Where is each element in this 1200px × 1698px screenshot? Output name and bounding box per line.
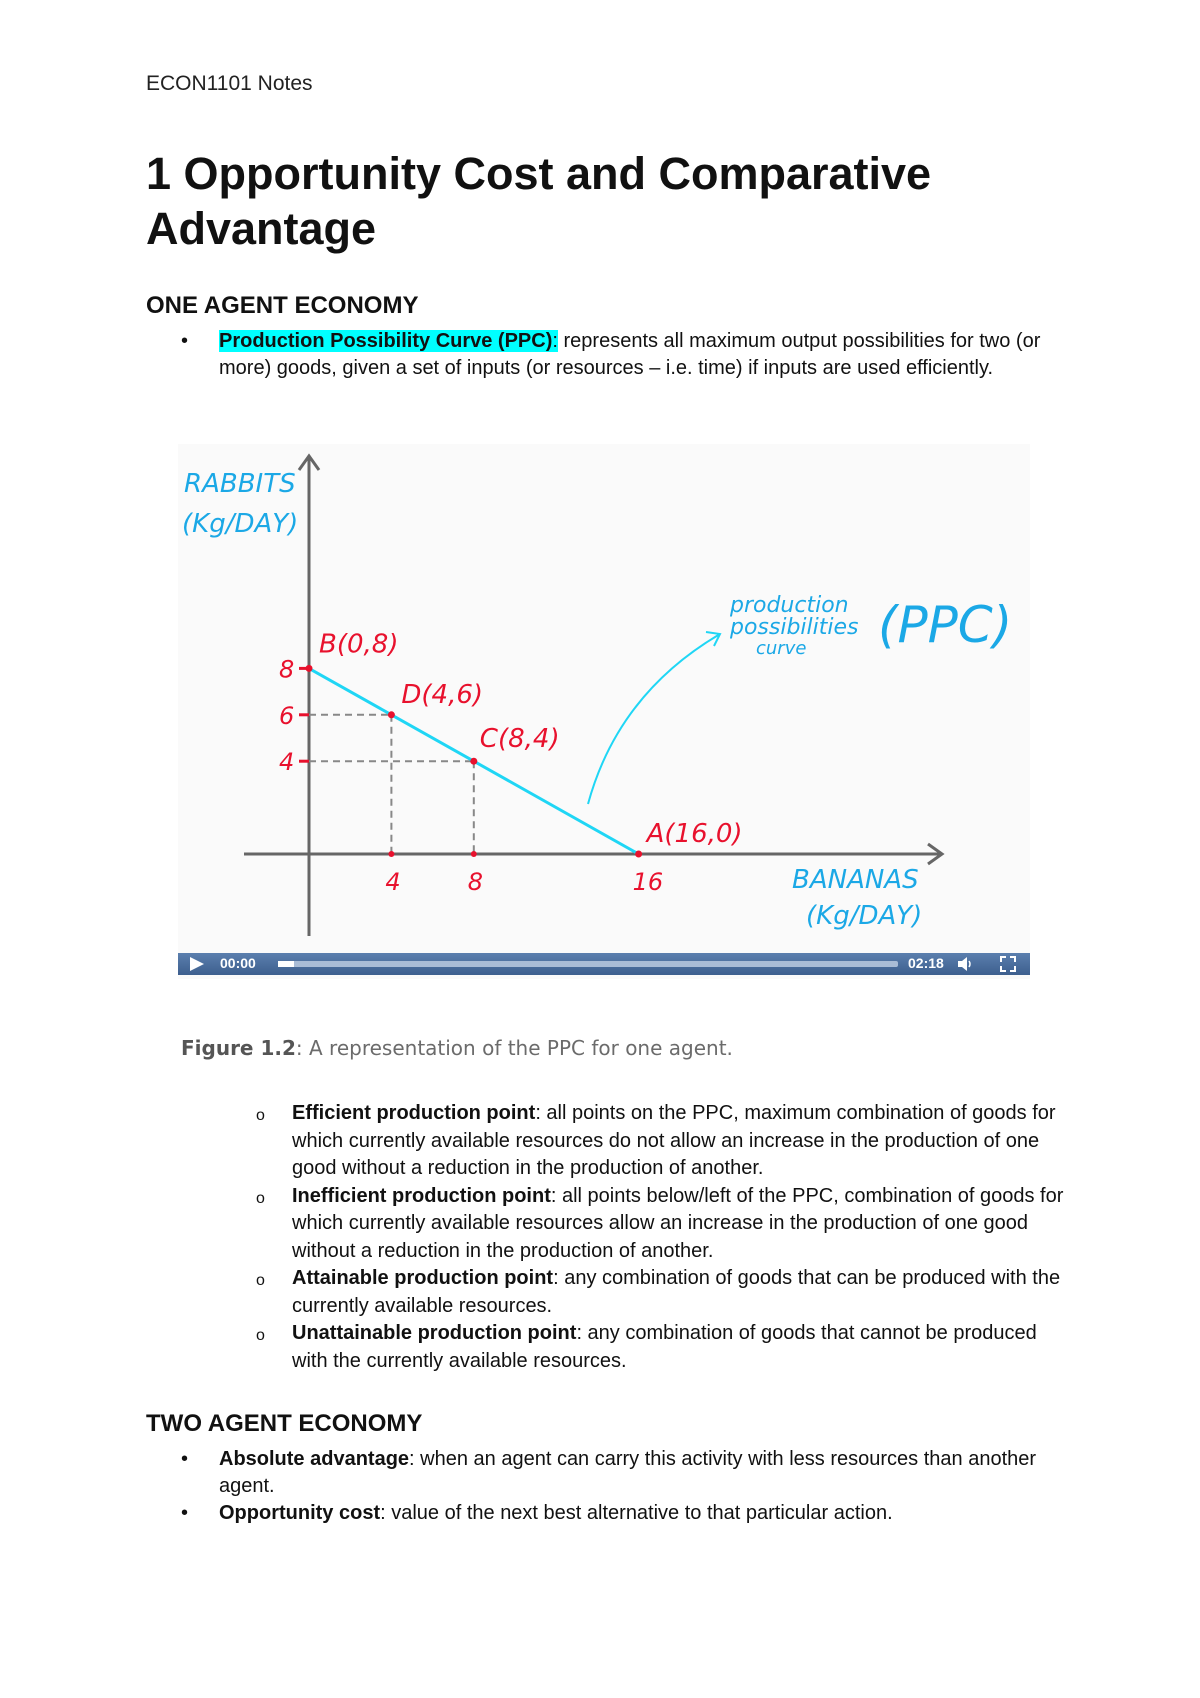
production-point-list	[254, 1100, 1074, 1375]
figure-caption	[181, 1036, 733, 1060]
fullscreen-icon[interactable]	[1000, 956, 1016, 972]
x-tick-label: 8	[467, 868, 484, 896]
y-axis-label-2: (Kg/DAY)	[182, 509, 299, 539]
point-label-B: B(0,8)	[319, 629, 399, 660]
term: Inefficient production point	[292, 1184, 551, 1207]
section-heading-two-agent: TWO AGENT ECONOMY	[146, 1410, 423, 1437]
list-item	[146, 1446, 1066, 1500]
current-time: 00:00	[220, 955, 256, 971]
definition: : all points below/left of the PPC, combination of goods for which currently available resources allow an increase in the production of one good without a reduction in the production of another.	[292, 1184, 1064, 1262]
bullet-icon: •	[181, 1448, 189, 1470]
x-axis-label-1: BANANAS	[792, 865, 919, 895]
bullet-list-two-agent	[146, 1446, 1066, 1527]
curve-label-2: possibilities	[730, 615, 859, 640]
caption-label: Figure 1.2	[181, 1036, 296, 1060]
point-D	[388, 711, 395, 718]
point-label-D: D(4,6)	[401, 679, 484, 710]
list-item	[254, 1320, 1074, 1375]
list-item	[254, 1100, 1074, 1183]
term: Opportunity cost	[219, 1502, 381, 1524]
curve-label-1: production	[730, 593, 849, 618]
definition: : any combination of goods that can be produced with the currently available resources.	[292, 1267, 1061, 1317]
y-tick-label: 6	[279, 701, 295, 730]
x-tick-label: 16	[632, 868, 664, 896]
header-note: ECON1101 Notes	[146, 72, 313, 95]
x-tick-mark	[388, 851, 394, 857]
term: Unattainable production point	[292, 1322, 577, 1344]
sub-bullet-icon: o	[256, 1189, 265, 1207]
page-title: 1 Opportunity Cost and Comparative Advantage	[146, 148, 932, 254]
ppc-chart	[178, 444, 1030, 953]
term: Absolute advantage	[219, 1448, 410, 1470]
play-icon[interactable]	[190, 957, 204, 971]
seek-bar[interactable]	[278, 961, 898, 967]
duration: 02:18	[908, 955, 944, 971]
annotation-arrow	[588, 634, 720, 804]
list-item	[254, 1183, 1074, 1266]
curve-label-3: curve	[756, 638, 807, 659]
term: Attainable production point	[292, 1267, 554, 1289]
definition: : value of the next best alternative to that particular action.	[380, 1502, 893, 1524]
y-tick-label: 8	[279, 655, 295, 684]
term-ppc: Production Possibility Curve (PPC)	[219, 330, 553, 352]
x-tick-mark	[636, 851, 642, 857]
sub-bullet-icon: o	[256, 1327, 265, 1344]
bullet-icon: •	[181, 330, 189, 352]
bullet-icon: •	[181, 1502, 189, 1524]
highlighted-term	[219, 330, 558, 352]
list-item	[254, 1265, 1074, 1320]
x-axis-label-2: (Kg/DAY)	[806, 901, 923, 931]
ppc-figure	[178, 444, 1030, 979]
seek-progress	[278, 961, 294, 967]
guide-lines	[309, 715, 474, 854]
video-player	[178, 953, 1030, 975]
volume-icon[interactable]	[958, 956, 972, 972]
sub-bullet-icon: o	[256, 1272, 265, 1289]
caption-text: : A representation of the PPC for one agent.	[295, 1036, 733, 1060]
definition: : when an agent can carry this activity with less resources than another agent.	[219, 1448, 1037, 1497]
definition-ppc: represents all maximum output possibilities for two (or more) goods, given a set of inputs (or resources – i.e. time) if inputs are used efficiently.	[219, 330, 1041, 379]
bullet-list-one-agent	[146, 328, 1066, 382]
point-C	[470, 758, 477, 765]
definition: : all points on the PPC, maximum combination of goods for which currently available resources do not allow an increase in the production of one good without a reduction in the production of another.	[292, 1102, 1056, 1179]
list-item	[146, 1500, 1066, 1527]
y-axis-label-1: RABBITS	[184, 469, 296, 499]
term: Efficient production point	[292, 1102, 536, 1124]
term-colon: :	[552, 330, 558, 352]
x-tick-mark	[471, 851, 477, 857]
list-item	[146, 328, 1066, 382]
point-label-A: A(16,0)	[646, 819, 743, 849]
definition: : any combination of goods that cannot be produced with the currently available resources.	[292, 1322, 1037, 1372]
curve-abbrev: (PPC)	[878, 596, 1013, 654]
sub-bullet-icon: o	[256, 1107, 265, 1124]
point-label-C: C(8,4)	[479, 724, 560, 755]
section-heading-one-agent: ONE AGENT ECONOMY	[146, 292, 419, 319]
y-tick-label: 4	[279, 748, 295, 777]
x-tick-label: 4	[385, 868, 401, 896]
